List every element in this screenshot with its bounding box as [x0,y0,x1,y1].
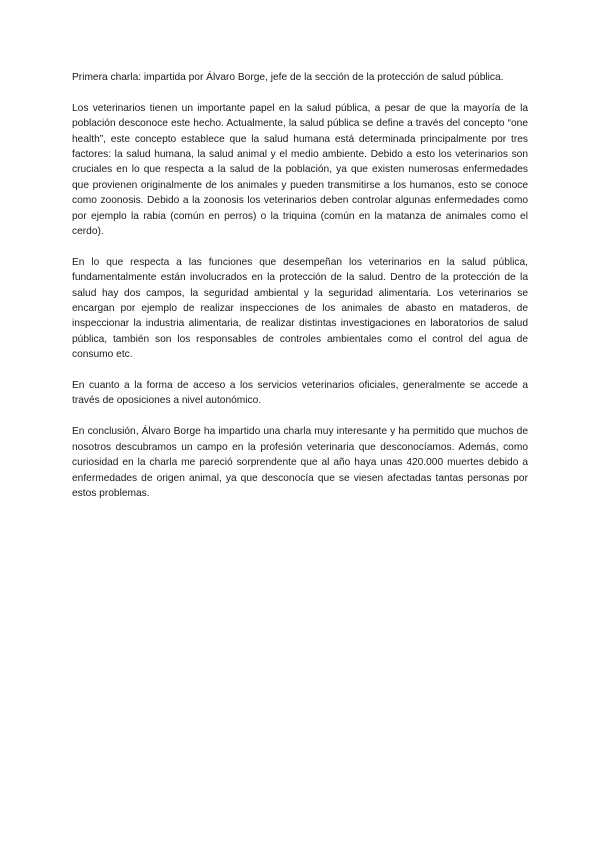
paragraph-one-health: Los veterinarios tienen un importante papel en la salud pública, a pesar de que la mayoría de la población desconoce este hecho. Actualmente, la salud pública se define a través del concepto “one health”, este concepto establece que la salud humana está determinada principalmente por tres factores: la salud humana, la salud animal y el medio ambiente. Debido a esto los veterinarios son cruciales en lo que respecta a la salud de la población, ya que existen numerosas enfermedades que provienen originalmente de los animales y pueden transmitirse a los humanos, esto se conoce como zoonosis. Debido a la zoonosis los veterinarios deben controlar algunas enfermedades como por ejemplo la rabia (común en perros) o la triquina (común en la matanza de animales como el cerdo). [72,102,528,238]
paragraph-access: En cuanto a la forma de acceso a los servicios veterinarios oficiales, generalmente se accede a través de oposiciones a nivel autonómico. [72,380,528,407]
paragraph-conclusion: En conclusión, Álvaro Borge ha impartido una charla muy interesante y ha permitido que muchos de nosotros descubramos un campo en la profesión veterinaria que desconocíamos. Además, como curiosidad en la charla me pareció sorprendente que al año haya unas 420.000 muertes debido a enfermedades de origen animal, ya que desconocía que se viesen afectadas tantas personas por estos problemas. [72,426,528,499]
paragraph-intro: Primera charla: impartida por Álvaro Borge, jefe de la sección de la protección de salud pública. [72,72,504,83]
document-page [72,70,528,517]
paragraph-functions: En lo que respecta a las funciones que desempeñan los veterinarios en la salud pública, fundamentalmente están involucrados en la protección de la salud. Dentro de la protección de la salud hay dos campos, la seguridad ambiental y la seguridad alimentaria. Los veterinarios se encargan por ejemplo de realizar inspecciones de los animales de abasto en mataderos, de inspeccionar la industria alimentaria, de realizar distintas investigaciones en laboratorios de salud pública, también son los responsables de controles ambientales como el control del agua de consumo etc. [72,256,528,361]
